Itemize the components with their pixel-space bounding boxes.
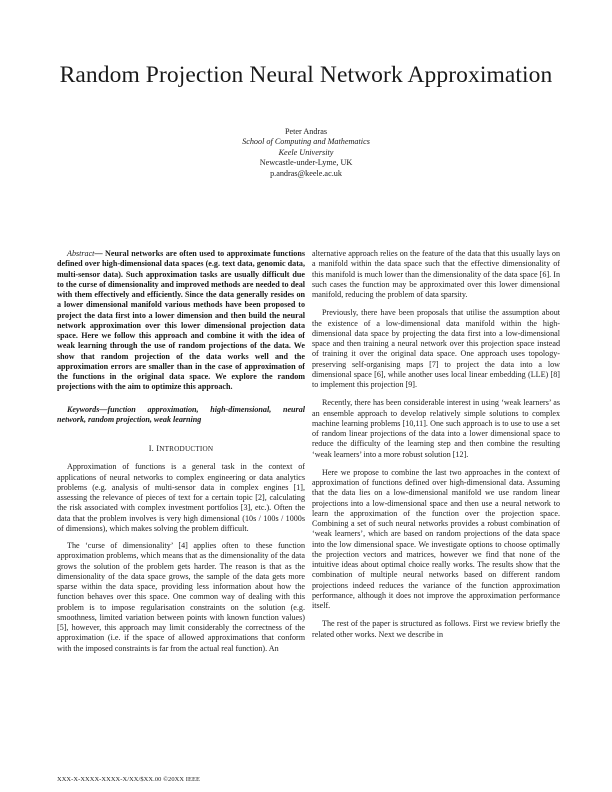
- author-name: Peter Andras: [284, 127, 328, 136]
- section-number: I.: [148, 444, 154, 453]
- left-column: [57, 249, 305, 661]
- intro-paragraph-6: Here we propose to combine the last two approaches in the context of approximation of functions defined over high-dimensional data. Assuming that the data lies on a low-dimensional manifold we use random linear projections into a low-dimensional space and then use a neural network to learn the approximation of the function over the projection space. Combining a set of such neural networks provides a robust combination of ‘weak learners’, which are based on random projections of the data space into the low dimensional space. We investigate options to choose optimally the projection vectors and matrices, however we find that none of the intuitive ideas about optimal choice really works. The results show that the combination of multiple neural networks based on different random projections indeed reduces the variance of the function approximation performance, although it does not improve the approximation performance itself.: [312, 467, 560, 610]
- author-location: Newcastle-under-Lyme, UK: [259, 158, 353, 168]
- author-university: Keele University: [278, 147, 334, 157]
- paper-title: Random Projection Neural Network Approximation: [59, 62, 553, 88]
- intro-paragraph-7: The rest of the paper is structured as follows. First we review briefly the related other works. Next we describe in: [312, 619, 560, 639]
- author-block: [150, 127, 462, 179]
- copyright-footer: XXX-X-XXXX-XXXX-X/XX/$XX.00 ©20XX IEEE: [57, 776, 201, 783]
- abstract-label: Abstract: [67, 249, 95, 258]
- author-school: School of Computing and Mathematics: [242, 137, 370, 147]
- intro-paragraph-4: Previously, there have been proposals that utilise the assumption about the existence of a low-dimensional data manifold within the high-dimensional data space by projecting the data first into a low-dimensional space and then training a neural network over this projection space instead of training it over the original data space. One approach uses topology-preserving self-organising maps [7] to project the data into a low dimensional space [6], while another uses local linear embedding (LLE) [8] to implement this projection [9].: [312, 308, 560, 389]
- keywords: Keywords—function approximation, high-dimensional, neural network, random projection, weak learning: [57, 404, 305, 424]
- abstract: [57, 249, 305, 393]
- intro-paragraph-1: Approximation of functions is a general task in the context of applications of neural networks to complex engineering or data analytics problems (e.g. analysis of multi-sensor data in complex engines [1], assessing the relevance of pieces of text for a certain topic [2], calculating the risk associated with complex investment portfolios [3], etc.). Often the data that the problem involves is very high dimensional (10s / 100s / 1000s of dimensions), which makes solving the problem difficult.: [57, 462, 305, 533]
- right-column: [312, 249, 560, 648]
- section-first-letter: I: [156, 444, 160, 453]
- section-heading-introduction: [57, 444, 305, 454]
- author-email: p.andras@keele.ac.uk: [270, 168, 342, 178]
- intro-paragraph-3: alternative approach relies on the feature of the data that this usually lays on a manifold within the data space such that the effective dimensionality of this manifold is much lower than the dimensionality of the data space [6]. In such cases the function may be approximated over this lower dimensional manifold, reducing the problem of data sparsity.: [312, 249, 560, 299]
- intro-paragraph-5: Recently, there has been considerable interest in using ‘weak learners’ as an ensemble approach to develop relatively simple solutions to complex machine learning problems [10,11]. One such approach is to use to use a set of random linear projections of the data into a lower dimensional space to reduce the difficulty of the learning step and then combine the resulting ‘weak learners’ into a more robust solution [12].: [312, 398, 560, 459]
- section-title-rest: NTRODUCTION: [159, 445, 214, 453]
- abstract-text: — Neural networks are often used to approximate functions defined over high-dimensional data spaces (e.g. text data, genomic data, multi-sensor data). Such approximation tasks are usually difficult due to the curse of dimensionality and improved methods are needed to deal with them effectively and efficiently. Since the data generally resides on a lower dimensional manifold various methods have been proposed to project the data first into a lower dimension and then build the neural network approximation over this lower dimensional projection data space. Here we follow this approach and combine it with the idea of weak learning through the use of random projections of the data. We show that random projection of the data works well and the approximation errors are smaller than in the case of approximation of the functions in the original data space. We explore the random projections with the aim to optimize this approach.: [57, 249, 305, 392]
- intro-paragraph-2: The ‘curse of dimensionality’ [4] applies often to these function approximation problems, which means that as the dimensionality of the data grows the solution of the problem gets harder. The reason is that as the dimensionality of the data space grows, the sample of the data gets more sparse within the data space, providing less information about how the function behaves over this space. One common way of dealing with this problem is to impose regularisation constraints on the solution (e.g. smoothness, limited variation between points with known function values) [5], however, this approach may limit considerably the correctness of the approximation (i.e. if the space of allowed approximations that conform with the imposed constraints is far from the actual real function). An: [57, 541, 305, 653]
